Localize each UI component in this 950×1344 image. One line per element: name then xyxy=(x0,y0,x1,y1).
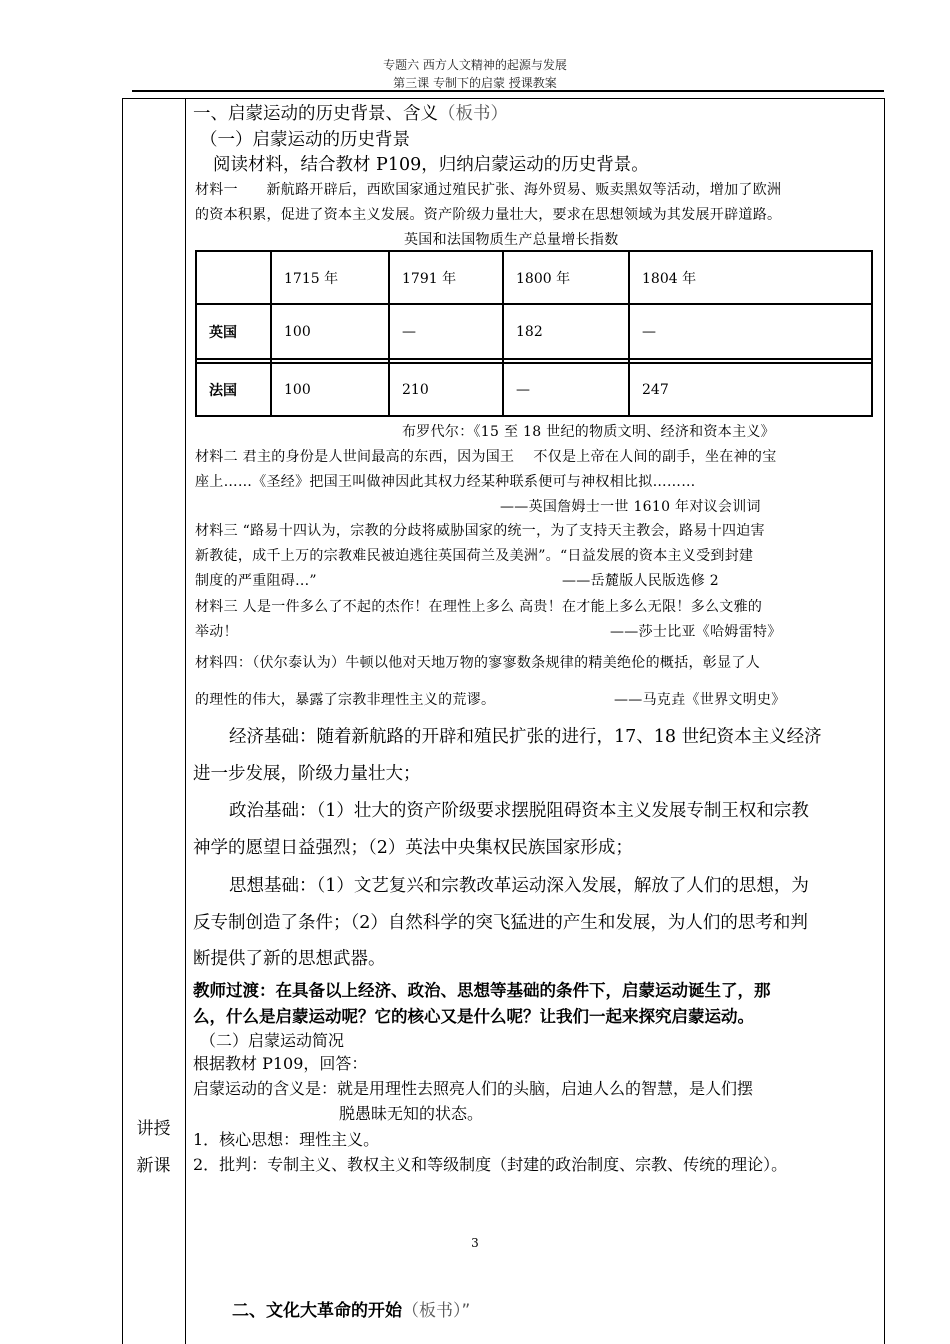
table-row xyxy=(196,363,872,416)
table-row xyxy=(196,304,872,359)
critique-point: 2．批判：专制主义、教权主义和等级制度（封建的政治制度、宗教、传统的理论）。 xyxy=(193,1155,788,1174)
section1-title xyxy=(193,100,508,125)
political-basis-line1: 政治基础：（1）壮大的资产阶级要求摆脱阻碍资本主义发展专制王权和宗教 xyxy=(229,801,809,821)
section1-title-note: （板书） xyxy=(438,104,508,124)
material3b-line2: 举动！ xyxy=(195,624,238,640)
material3-line1: 材料三 “路易十四认为，宗教的分歧将威胁国家的统一，为了支持天主教会，路易十四迫害 xyxy=(195,523,765,539)
frame-right-border xyxy=(884,98,885,1344)
section2-title-note: （板书）” xyxy=(402,1301,471,1321)
table-cell: — xyxy=(389,304,503,359)
core-idea-point: 1．核心思想：理性主义。 xyxy=(193,1130,380,1149)
subsection-background-title: （一）启蒙运动的历史背景 xyxy=(200,130,410,150)
table-cell-country: 法国 xyxy=(196,363,271,416)
material2-line2: 座上……《圣经》把国王叫做神因此其权力经某种联系便可与神权相比拟……… xyxy=(195,474,696,490)
running-header-lesson: 第三课 专制下的启蒙 授课教案 xyxy=(393,76,557,90)
table-header-cell xyxy=(196,251,271,304)
teacher-transition-line2: 么，什么是启蒙运动呢？它的核心又是什么呢？让我们一起来探究启蒙运动。 xyxy=(193,1007,754,1026)
thought-basis-line1: 思想基础：（1）文艺复兴和宗教改革运动深入发展，解放了人们的思想，为 xyxy=(229,876,809,896)
material3-source: ——岳麓版人民版选修 2 xyxy=(562,573,719,589)
table-header-row xyxy=(196,251,872,304)
section2-title xyxy=(232,1296,470,1321)
page-number: 3 xyxy=(471,1236,479,1250)
section1-title-text: 一、启蒙运动的历史背景、含义 xyxy=(193,104,438,124)
subsection-overview-title: （二）启蒙运动简况 xyxy=(200,1031,345,1050)
side-label-line1: 讲授 xyxy=(136,1119,171,1139)
meaning-line2: 脱愚昧无知的状态。 xyxy=(339,1104,484,1123)
material3-line2: 新教徒，成千上万的宗教难民被迫逃往英国荷兰及美洲”。“日益发展的资本主义受到封建 xyxy=(195,548,754,564)
table-header-cell: 1715 年 xyxy=(271,251,389,304)
political-basis-line2: 神学的愿望日益强烈；（2）英法中央集权民族国家形成； xyxy=(193,838,633,858)
material4-line1: 材料四：（伏尔泰认为）牛顿以他对天地万物的寥寥数条规律的精美绝伦的概括，彰显了人 xyxy=(195,655,760,671)
material4-line2: 的理性的伟大，暴露了宗教非理性主义的荒谬。 xyxy=(195,692,496,708)
side-label-line2: 新课 xyxy=(136,1156,171,1176)
meaning-line1: 启蒙运动的含义是：就是用理性去照亮人们的头脑，启迪人么的智慧，是人们摆 xyxy=(193,1079,754,1098)
overview-instruction: 根据教材 P109，回答： xyxy=(193,1054,368,1073)
thought-basis-line3: 断提供了新的思想武器。 xyxy=(193,949,386,969)
reading-instruction: 阅读材料，结合教材 P109，归纳启蒙运动的历史背景。 xyxy=(213,155,649,175)
frame-column-divider xyxy=(185,98,186,1344)
section2-title-text: 二、文化大革命的开始 xyxy=(232,1301,402,1321)
material3b-source: ——莎士比亚《哈姆雷特》 xyxy=(610,624,782,640)
table-cell: — xyxy=(503,363,629,416)
table-header-cell: 1804 年 xyxy=(629,251,872,304)
table-cell-country: 英国 xyxy=(196,304,271,359)
header-rule xyxy=(132,90,884,92)
frame-top-border xyxy=(122,98,884,99)
production-index-table xyxy=(195,250,873,417)
table-source: 布罗代尔：《15 至 18 世纪的物质文明、经济和资本主义》 xyxy=(402,424,775,440)
table-caption: 英国和法国物质生产总量增长指数 xyxy=(404,232,619,248)
material1-line2: 的资本积累，促进了资本主义发展。资产阶级力量壮大，要求在思想领域为其发展开辟道路。 xyxy=(195,207,782,223)
material3b-line1: 材料三 人是一件多么了不起的杰作！在理性上多么 高贵！在才能上多么无限！多么文雅的 xyxy=(195,599,763,615)
material3-line3: 制度的严重阻碍...” xyxy=(195,573,317,589)
table-cell: 210 xyxy=(389,363,503,416)
teacher-transition-line1: 教师过渡：在具备以上经济、政治、思想等基础的条件下，启蒙运动诞生了，那 xyxy=(193,981,771,1000)
table-cell: 247 xyxy=(629,363,872,416)
table-cell: 100 xyxy=(271,363,389,416)
economic-basis-line2: 进一步发展，阶级力量壮大； xyxy=(193,764,421,784)
running-header-topic: 专题六 西方人文精神的起源与发展 xyxy=(383,58,567,72)
table-cell: — xyxy=(629,304,872,359)
table-header-cell: 1791 年 xyxy=(389,251,503,304)
material2-source: ——英国詹姆士一世 1610 年对议会训词 xyxy=(500,499,761,515)
material1-line1: 材料一 新航路开辟后，西欧国家通过殖民扩张、海外贸易、贩卖黑奴等活动，增加了欧洲 xyxy=(195,182,782,198)
material2-line1: 材料二 君主的身份是人世间最高的东西，因为国王 不仅是上帝在人间的副手，坐在神的宝 xyxy=(195,449,777,465)
table-header-cell: 1800 年 xyxy=(503,251,629,304)
table-cell: 100 xyxy=(271,304,389,359)
economic-basis-line1: 经济基础：随着新航路的开辟和殖民扩张的进行，17、18 世纪资本主义经济 xyxy=(229,727,822,747)
material4-source: ——马克垚《世界文明史》 xyxy=(614,692,786,708)
table-cell: 182 xyxy=(503,304,629,359)
thought-basis-line2: 反专制创造了条件；（2）自然科学的突飞猛进的产生和发展，为人们的思考和判 xyxy=(193,913,808,933)
